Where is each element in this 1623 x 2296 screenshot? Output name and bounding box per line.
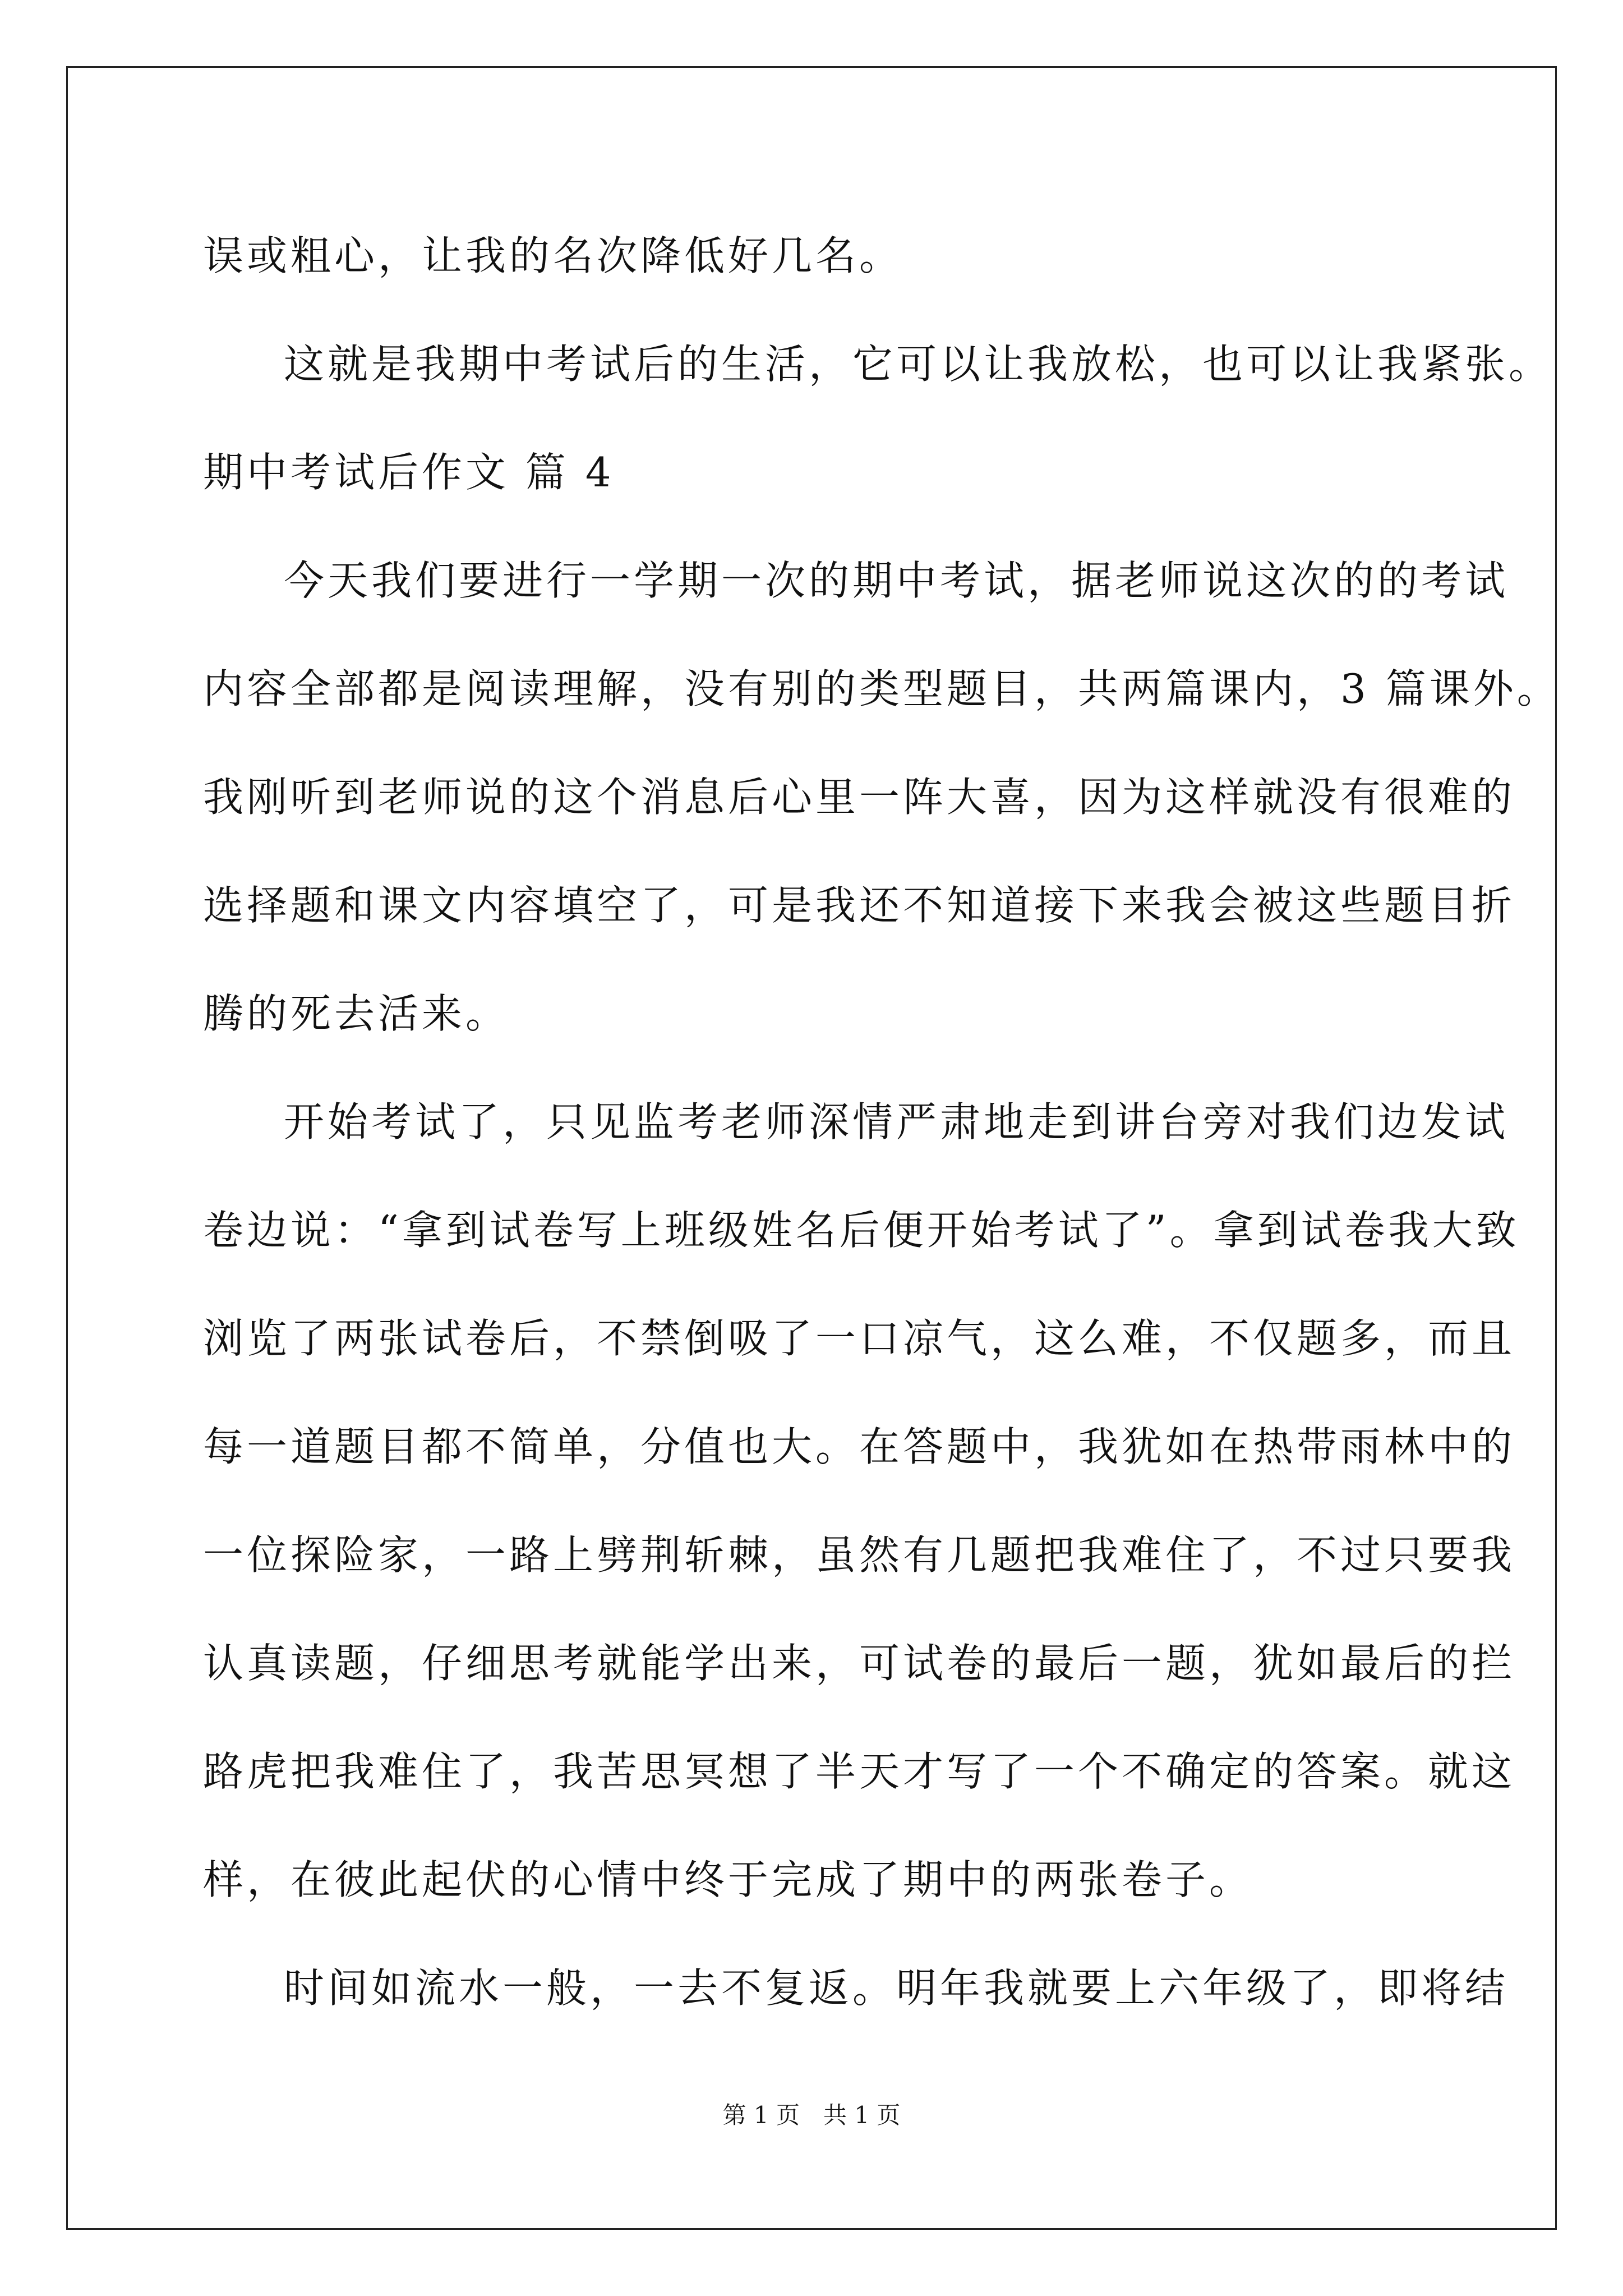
page-number-footer: 第 1 页 共 1 页 [722,2101,901,2129]
text-line-8: 腾的死去活来。 [203,990,510,1037]
text-line-12: 每一道题目都不简单，分值也大。在答题中，我犹如在热带雨林中的 [203,1423,1516,1470]
document-body [203,202,1561,2042]
text-line-7: 选择题和课文内容填空了，可是我还不知道接下来我会被这些题目折 [203,882,1516,929]
text-line-11: 浏览了两张试卷后，不禁倒吸了一口凉气，这么难，不仅题多，而且 [203,1315,1516,1362]
text-line-5: 内容全部都是阅读理解，没有别的类型题目，共两篇课内，3 篇课外。 [203,665,1561,712]
section-heading: 期中考试后作文 篇 4 [203,449,615,496]
text-line-15: 路虎把我难住了，我苦思冥想了半天才写了一个不确定的答案。就这 [203,1748,1516,1795]
text-line-4: 今天我们要进行一学期一次的期中考试，据老师说这次的的考试 [284,557,1509,604]
text-line-10: 卷边说：“拿到试卷写上班级姓名后便开始考试了”。拿到试卷我大致 [203,1207,1520,1254]
text-line-17: 时间如流水一般，一去不复返。明年我就要上六年级了，即将结 [284,1964,1509,2012]
text-line-2: 这就是我期中考试后的生活，它可以让我放松，也可以让我紧张。 [284,341,1553,388]
text-line-14: 认真读题，仔细思考就能学出来，可试卷的最后一题，犹如最后的拦 [203,1640,1516,1687]
text-line-13: 一位探险家，一路上劈荆斩棘，虽然有几题把我难住了，不过只要我 [203,1531,1516,1579]
text-line-9: 开始考试了，只见监考老师深情严肃地走到讲台旁对我们边发试 [284,1098,1509,1145]
text-line-16: 样，在彼此起伏的心情中终于完成了期中的两张卷子。 [203,1856,1253,1903]
text-line-6: 我刚听到老师说的这个消息后心里一阵大喜，因为这样就没有很难的 [203,774,1516,821]
text-line-1: 误或粗心，让我的名次降低好几名。 [203,232,903,279]
